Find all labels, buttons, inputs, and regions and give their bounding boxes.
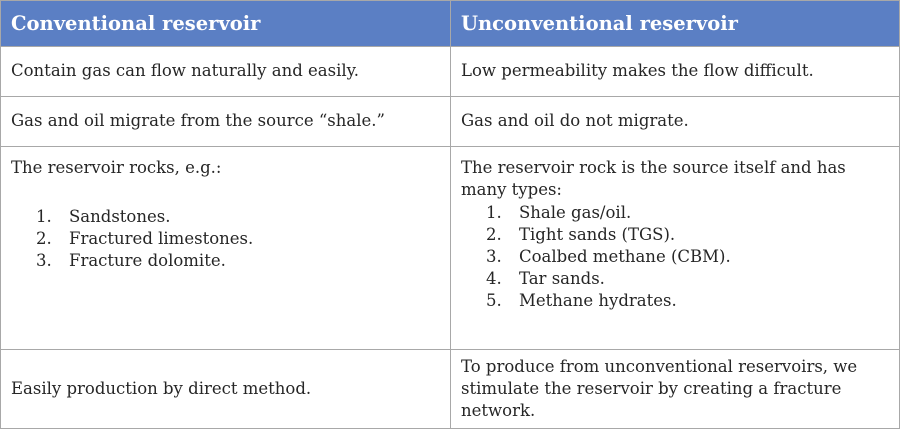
table-row xyxy=(1,146,900,349)
table-row xyxy=(1,96,900,146)
cell-unconventional: Gas and oil do not migrate. xyxy=(451,96,900,146)
list-item: 1. Sandstones. xyxy=(57,206,450,228)
cell-lead-text: The reservoir rocks, e.g.: xyxy=(11,157,222,177)
cell-unconventional: Low permeability makes the flow difficult. xyxy=(451,47,900,97)
list-item: 3. Fracture dolomite. xyxy=(57,250,450,272)
source-type-list xyxy=(461,202,899,312)
list-item: 5. Methane hydrates. xyxy=(507,290,899,312)
list-item: 1. Shale gas/oil. xyxy=(507,202,899,224)
list-item: 4. Tar sands. xyxy=(507,268,899,290)
cell-conventional: Contain gas can flow naturally and easily. xyxy=(1,47,451,97)
table-row xyxy=(1,350,900,429)
cell-conventional: Easily production by direct method. xyxy=(1,350,451,429)
cell-unconventional: To produce from unconventional reservoirs, we stimulate the reservoir by creating a fracture network. xyxy=(451,350,900,429)
header-unconventional: Unconventional reservoir xyxy=(451,1,900,47)
list-item: 2. Fractured limestones. xyxy=(57,228,450,250)
table-row xyxy=(1,47,900,97)
list-item: 2. Tight sands (TGS). xyxy=(507,224,899,246)
rock-type-list xyxy=(11,206,450,272)
cell-conventional xyxy=(1,146,451,349)
list-item: 3. Coalbed methane (CBM). xyxy=(507,246,899,268)
cell-conventional: Gas and oil migrate from the source “shale.” xyxy=(1,96,451,146)
cell-unconventional xyxy=(451,146,900,349)
header-conventional: Conventional reservoir xyxy=(1,1,451,47)
header-row xyxy=(1,1,900,47)
cell-lead-text: The reservoir rock is the source itself and has many types: xyxy=(461,157,846,199)
